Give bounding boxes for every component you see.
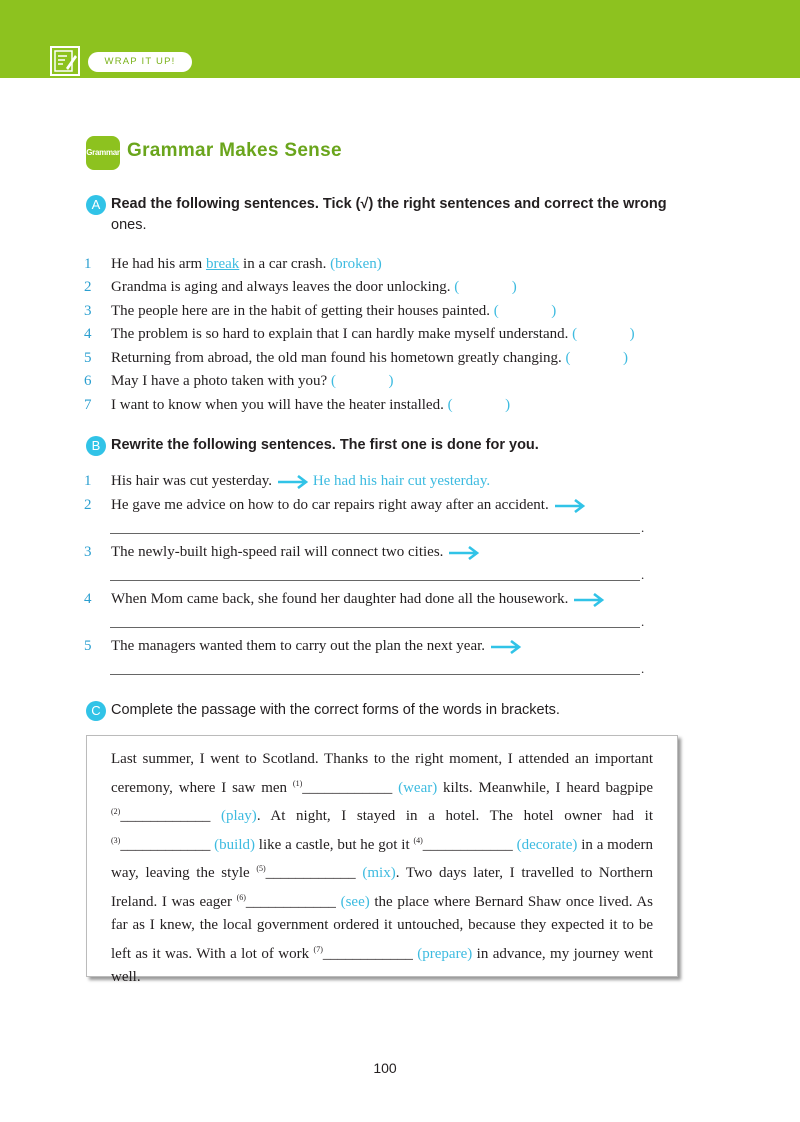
passage-segment: kilts. Meanwhile, I heard bagpipe bbox=[437, 779, 654, 796]
period: . bbox=[641, 567, 645, 582]
item-number: 5 bbox=[84, 350, 92, 366]
blank-number: (6) bbox=[236, 892, 246, 902]
list-item bbox=[111, 591, 605, 608]
blank[interactable]: ____________ bbox=[265, 865, 363, 881]
blank[interactable]: ____________ bbox=[322, 945, 418, 962]
arrow-right-icon bbox=[490, 640, 522, 654]
item-text: He had his arm bbox=[111, 256, 206, 272]
item-text: When Mom came back, she found her daughter had done all the housework. bbox=[111, 591, 569, 607]
grammar-icon bbox=[86, 136, 120, 170]
passage-text bbox=[111, 748, 653, 990]
list-item bbox=[111, 373, 393, 390]
badge-a: A bbox=[86, 195, 106, 215]
passage-segment: Last summer, I went to Scotland. Thanks to the right moment, I attended an important ceremony, where I saw men bbox=[111, 751, 653, 796]
passage-segment: . Two days later, I travelled to Northern Ireland. I was eager bbox=[111, 865, 654, 910]
blank-number: (5) bbox=[256, 864, 266, 873]
blank[interactable]: ____________ bbox=[120, 808, 221, 824]
answer-bracket: ( ) bbox=[572, 326, 635, 342]
answer-blank-line[interactable] bbox=[110, 674, 640, 675]
answer-bracket: ( ) bbox=[447, 397, 511, 413]
passage-segment: in a modern way, leaving the style bbox=[111, 836, 654, 881]
list-item bbox=[111, 397, 510, 414]
blank-number: (3) bbox=[111, 835, 121, 845]
grammar-icon-text: Grammar bbox=[86, 148, 120, 157]
answer-blank-line[interactable] bbox=[110, 533, 640, 534]
answer-blank-line[interactable] bbox=[110, 580, 640, 581]
list-item bbox=[111, 473, 490, 490]
list-item bbox=[111, 279, 517, 296]
item-number: 6 bbox=[84, 373, 92, 389]
item-number: 3 bbox=[84, 303, 92, 319]
underlined-word: break bbox=[205, 256, 240, 272]
item-number: 7 bbox=[84, 397, 92, 413]
period: . bbox=[641, 661, 645, 676]
item-number: 5 bbox=[84, 638, 92, 654]
list-item bbox=[111, 303, 556, 320]
item-text: The managers wanted them to carry out the plan the next year. bbox=[111, 638, 486, 654]
answer-bracket: ( ) bbox=[493, 303, 557, 319]
blank-number: (2) bbox=[111, 807, 121, 816]
list-item bbox=[111, 544, 480, 561]
instruction-a-line1: Read the following sentences. Tick (√) the right sentences and correct the wrong bbox=[111, 196, 667, 212]
answer-bracket: ( ) bbox=[330, 373, 394, 389]
badge-c: C bbox=[86, 701, 106, 721]
item-text: The people here are in the habit of getting their houses painted. bbox=[111, 303, 494, 319]
passage-box bbox=[86, 735, 678, 985]
item-text: May I have a photo taken with you? bbox=[111, 373, 331, 389]
list-item bbox=[111, 326, 635, 343]
list-item bbox=[111, 638, 522, 655]
blank-number: (4) bbox=[413, 835, 423, 845]
item-number: 2 bbox=[84, 497, 92, 513]
hint-word: (mix) bbox=[362, 865, 396, 881]
passage-segment: the place where Bernard Shaw once lived. As far as I knew, the local government ordered it untouched, because they expected it to be left as it was. With a lot of work bbox=[111, 893, 654, 962]
blank[interactable]: ____________ bbox=[120, 836, 215, 853]
list-item bbox=[111, 256, 382, 273]
edit-notebook-icon bbox=[50, 46, 80, 76]
page-number: 100 bbox=[373, 1060, 397, 1076]
item-text: in a car crash. bbox=[239, 256, 331, 272]
wrap-it-up-label: WRAP IT UP! bbox=[88, 52, 192, 72]
item-text: The problem is so hard to explain that I can hardly make myself understand. bbox=[111, 326, 573, 342]
item-number: 1 bbox=[84, 256, 92, 272]
blank[interactable]: ____________ bbox=[422, 836, 517, 853]
blank[interactable]: ____________ bbox=[245, 893, 341, 910]
blank[interactable]: ____________ bbox=[302, 779, 399, 796]
instruction-b: Rewrite the following sentences. The first one is done for you. bbox=[111, 437, 539, 453]
arrow-right-icon bbox=[554, 499, 586, 513]
blank-number: (7) bbox=[313, 944, 323, 954]
item-text: Returning from abroad, the old man found his hometown greatly changing. bbox=[111, 350, 566, 366]
passage-segment: like a castle, but he got it bbox=[254, 836, 414, 853]
item-number: 1 bbox=[84, 473, 92, 489]
section-title: Grammar Makes Sense bbox=[127, 140, 342, 161]
arrow-right-icon bbox=[448, 546, 480, 560]
hint-word: (build) bbox=[214, 836, 255, 853]
item-number: 3 bbox=[84, 544, 92, 560]
badge-b: B bbox=[86, 436, 106, 456]
item-text: Grandma is aging and always leaves the door unlocking. bbox=[111, 279, 455, 295]
blank-number: (1) bbox=[292, 778, 303, 788]
instruction-c: Complete the passage with the correct forms of the words in brackets. bbox=[111, 702, 560, 718]
item-text: The newly-built high-speed rail will connect two cities. bbox=[111, 544, 444, 560]
item-number: 4 bbox=[84, 591, 92, 607]
passage-segment: in advance, my journey went well. bbox=[111, 945, 653, 985]
item-number: 4 bbox=[84, 326, 92, 342]
answer-bracket: ( ) bbox=[454, 279, 517, 295]
arrow-right-icon bbox=[277, 475, 309, 489]
period: . bbox=[641, 520, 645, 535]
answer-text: He had his hair cut yesterday. bbox=[312, 473, 491, 489]
answer-bracket: ( ) bbox=[565, 350, 628, 366]
item-text: He gave me advice on how to do car repairs right away after an accident. bbox=[111, 497, 549, 513]
item-text: I want to know when you will have the heater installed. bbox=[111, 397, 448, 413]
hint-word: (wear) bbox=[398, 779, 438, 796]
hint-word: (play) bbox=[220, 808, 257, 824]
answer-blank-line[interactable] bbox=[110, 627, 640, 628]
period: . bbox=[641, 614, 645, 629]
list-item bbox=[111, 497, 586, 514]
item-number: 2 bbox=[84, 279, 92, 295]
passage-segment: . At night, I stayed in a hotel. The hotel owner had it bbox=[256, 808, 653, 824]
item-text: His hair was cut yesterday. bbox=[111, 473, 273, 489]
hint-word: (decorate) bbox=[516, 836, 578, 853]
instruction-a-line2: ones. bbox=[111, 217, 147, 233]
arrow-right-icon bbox=[573, 593, 605, 607]
hint-word: (prepare) bbox=[417, 945, 473, 962]
hint-word: (see) bbox=[340, 893, 370, 910]
list-item bbox=[111, 350, 628, 367]
answer-text: (broken) bbox=[330, 256, 382, 272]
